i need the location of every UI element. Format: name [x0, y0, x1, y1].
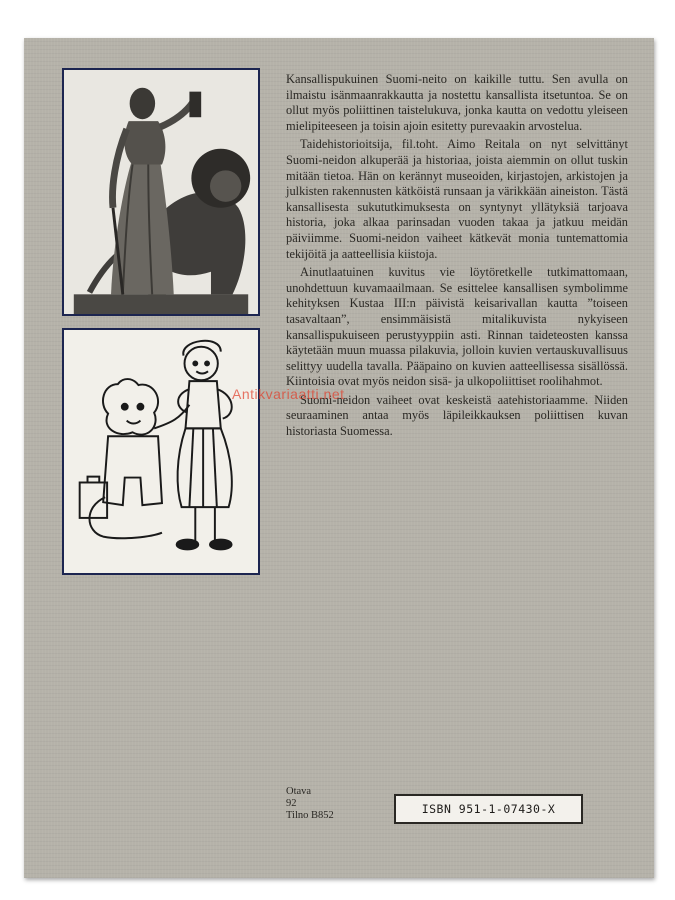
publisher-imprint [286, 786, 334, 822]
order-code: Tilno B852 [286, 810, 334, 821]
cartoon-maiden-and-lion-icon [64, 330, 258, 573]
statue-photo-icon [64, 70, 258, 314]
blurb-paragraph-1: Kansallispukuinen Suomi-neito on kaikille tuttu. Sen avulla on ilmaistu isänmaanrakkautta ja nostettu kansallista itsetuntoa. Se on ollut myös poliittinen taistelukuva, jonka kautta on vedottu yleiseen mielipiteeseen ja toisin ajoin esitetty purevaakin arvostelua. [286, 72, 628, 133]
publication-year: 92 [286, 798, 297, 809]
blurb-paragraph-4: Suomi-neidon vaiheet ovat keskeistä aatehistoriaamme. Niiden seuraaminen antaa myös läpileikkauksen poliittisen kuvan historiasta Suomessa. [286, 392, 628, 439]
watermark: Antikvariaatti.net [232, 386, 345, 402]
isbn-number: ISBN 951-1-07430-X [421, 802, 556, 816]
blurb-paragraph-2: Taidehistorioitsija, fil.toht. Aimo Reitala on nyt selvittänyt Suomi-neidon alkuperää ja historiaa, joista aiemmin on ollut tuskin mitään tietoa. Hän on kerännyt museoiden, kirjastojen, arkistojen ja julkisten rakennusten kätköistä runsaan ja värikkään aineiston. Tästä kansallisesta sukututkimuksesta on syntynyt yllätyksiä tarjoava historia, joka alkaa parinsadan vuoden takaa ja jatkuu meidän päiviimme. Suomi-neidon vaiheet kätkevät monia tuntemattomia tekijöitä ja aatteellisia kiistoja. [286, 137, 628, 261]
cartoon-drawing-frame [62, 328, 260, 575]
book-back-cover [24, 38, 654, 878]
publisher-name: Otava [286, 786, 312, 797]
blurb-paragraph-3: Ainutlaatuinen kuvitus vie löytöretkelle tutkimattomaan, unohdettuun kuvamaailmaan. Se esittelee kansallisen symbolimme kehityksen Kustaa III:n päivistä keisarivallan kautta ”toiseen tasavaltaan”, ensimmäisistä mitalikuvista nykyiseen kansallispukuiseen perustyyppiin asti. Rinnan taideteosten kanssa käytetään muun muassa pilakuvia, jolloin kuvien vertauskuvallisuus selittyy uudella tavalla. Pääpaino on kuvien aatteellisessa sisällössä. Kiintoisia ovat myös neidon sisä- ja ulkopoliittiset roolihahmot. [286, 265, 628, 389]
statue-photo-frame [62, 68, 260, 316]
isbn-box [394, 794, 583, 824]
